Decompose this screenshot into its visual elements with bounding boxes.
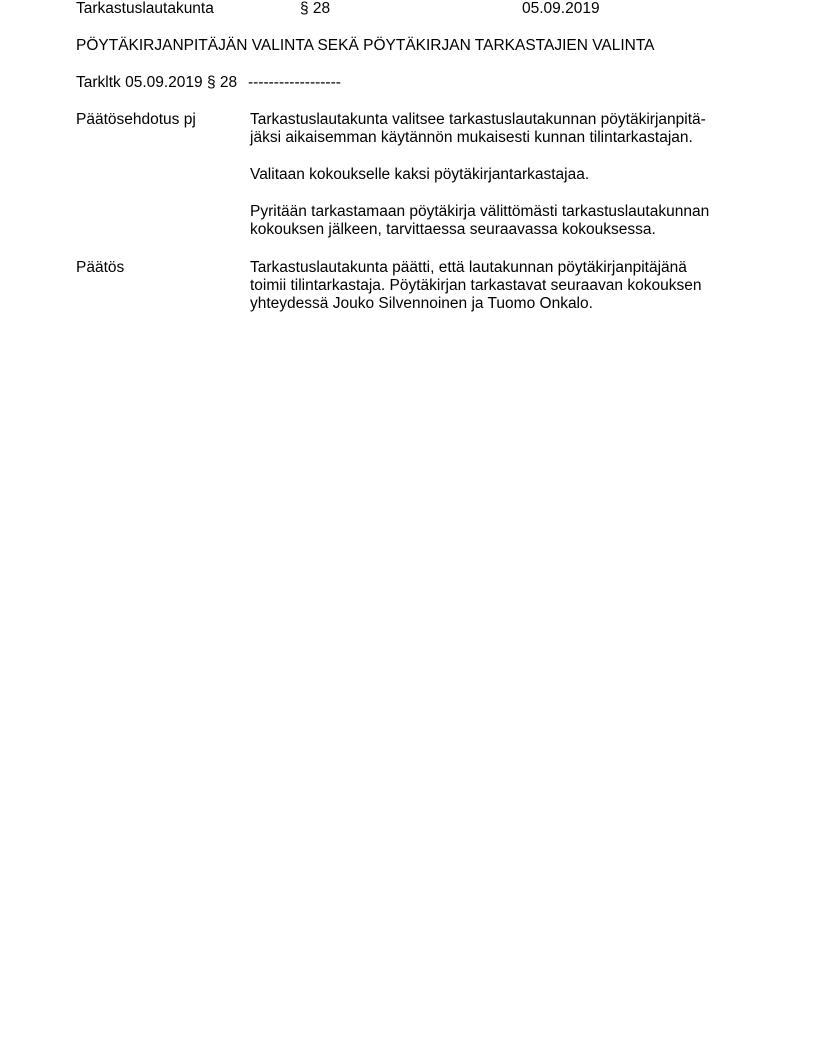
reference-line bbox=[76, 74, 341, 92]
reference-dashes: ------------------ bbox=[248, 74, 341, 91]
section-number: § 28 bbox=[300, 0, 331, 17]
decision-line: Tarkastuslautakunta päätti, että lautakunnan pöytäkirjanpitäjänä bbox=[250, 259, 687, 276]
proposal-label: Päätösehdotus pj bbox=[76, 111, 196, 128]
proposal-line: Valitaan kokoukselle kaksi pöytäkirjantarkastajaa. bbox=[250, 166, 590, 183]
proposal-line: kokouksen jälkeen, tarvittaessa seuraavassa kokouksessa. bbox=[250, 221, 656, 238]
decision-line: yhteydessä Jouko Silvennoinen ja Tuomo Onkalo. bbox=[250, 295, 593, 312]
decision-line: toimii tilintarkastaja. Pöytäkirjan tarkastavat seuraavan kokouksen bbox=[250, 277, 702, 294]
decision-text bbox=[250, 259, 740, 313]
proposal-line: Pyritään tarkastamaan pöytäkirja välittömästi tarkastuslautakunnan bbox=[250, 203, 710, 220]
proposal-paragraph-1 bbox=[250, 111, 740, 147]
proposal-line: Tarkastuslautakunta valitsee tarkastuslautakunnan pöytäkirjanpitä- bbox=[250, 111, 706, 128]
meeting-date: 05.09.2019 bbox=[522, 0, 600, 17]
decision-label: Päätös bbox=[76, 259, 125, 276]
page-title: PÖYTÄKIRJANPITÄJÄN VALINTA SEKÄ PÖYTÄKIRJAN TARKASTAJIEN VALINTA bbox=[76, 37, 655, 54]
proposal-paragraph-2 bbox=[250, 166, 740, 184]
reference-text: Tarkltk 05.09.2019 § 28 bbox=[76, 74, 238, 91]
proposal-paragraph-3 bbox=[250, 203, 740, 239]
proposal-line: jäksi aikaisemman käytännön mukaisesti kunnan tilintarkastajan. bbox=[250, 129, 693, 146]
committee-name: Tarkastuslautakunta bbox=[76, 0, 214, 17]
